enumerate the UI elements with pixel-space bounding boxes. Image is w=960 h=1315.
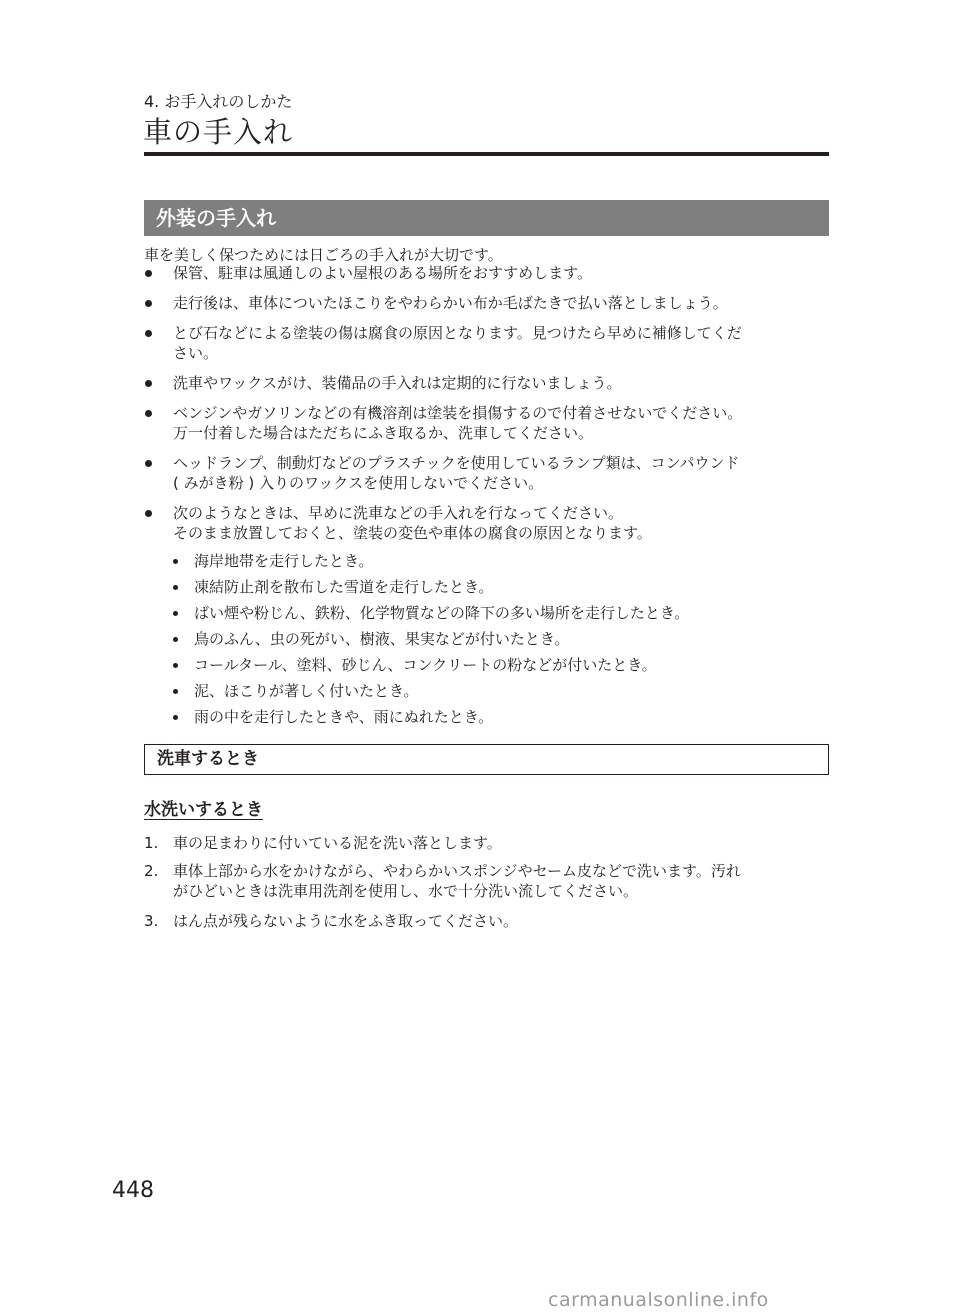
step-text-cont: がひどいときは洗車用洗剤を使用し、水で十分洗い流してください。 [173,882,639,900]
bullet-text-cont: そのまま放置しておくと、塗装の変色や車体の腐食の原因となります。 [173,524,652,542]
bullet-dot [145,510,152,517]
chapter-label: 4. お手入れのしかた [144,92,293,111]
section-header: 外装の手入れ [144,200,829,236]
bullet-dot [145,460,152,467]
sub-bullet-dot [173,715,178,720]
title-rule [144,152,829,156]
bullet-text-cont: さい。 [173,344,219,362]
intro-text: 車を美しく保つためには日ごろの手入れが大切です。 [144,246,503,264]
sub-bullet-text: ばい煙や粉じん、鉄粉、化学物質などの降下の多い場所を走行したとき。 [194,604,690,622]
bullet-text: 保管、駐車は風通しのよい屋根のある場所をおすすめします。 [173,264,592,282]
bullet-text: とび石などによる塗装の傷は腐食の原因となります。見つけたら早めに補修してくだ [173,324,742,342]
sub-bullet-text: 海岸地帯を走行したとき。 [194,552,374,570]
bullet-dot [145,330,152,337]
bullet-text: ヘッドランプ、制動灯などのプラスチックを使用しているランプ類は、コンパウンド [173,454,740,472]
step-text: はん点が残らないように水をふき取ってください。 [173,912,519,930]
bullet-text-cont: ( みがき粉 ) 入りのワックスを使用しないでください。 [173,474,544,492]
bullet-dot [145,410,152,417]
sub-bullet-text: 鳥のふん、虫の死がい、樹液、果実などが付いたとき。 [194,630,570,648]
page-number: 448 [112,1178,154,1203]
bullet-text: 次のようなときは、早めに洗車などの手入れを行なってください。 [173,504,624,522]
bullet-dot [145,270,152,277]
watermark: carmanualsonline.info [548,1289,769,1311]
step-number: 2. [144,862,159,880]
step-number: 3. [144,912,159,930]
sub-bullet-dot [173,663,178,668]
bullet-dot [145,380,152,387]
step-text: 車体上部から水をかけながら、やわらかいスポンジやセーム皮などで洗います。汚れ [173,862,741,880]
bullet-dot [145,300,152,307]
sub-bullet-dot [173,637,178,642]
sub-bullet-text: 泥、ほこりが著しく付いたとき。 [194,682,419,700]
step-number: 1. [144,834,159,852]
subsubsection-title: 水洗いするとき [144,800,263,820]
bullet-text: 洗車やワックスがけ、装備品の手入れは定期的に行ないましょう。 [173,374,622,392]
bullet-text-cont: 万一付着した場合はただちにふき取るか、洗車してください。 [173,424,594,442]
sub-bullet-dot [173,559,178,564]
sub-bullet-dot [173,689,178,694]
sub-bullet-text: 凍結防止剤を散布した雪道を走行したとき。 [194,578,494,596]
sub-bullet-dot [173,585,178,590]
sub-bullet-dot [173,611,178,616]
sub-bullet-text: コールタール、塗料、砂じん、コンクリートの粉などが付いたとき。 [194,656,657,674]
bullet-text: 走行後は、車体についたほこりをやわらかい布か毛ばたきで払い落としましょう。 [173,294,728,312]
step-text: 車の足まわりに付いている泥を洗い落とします。 [173,834,502,852]
sub-bullet-text: 雨の中を走行したときや、雨にぬれたとき。 [194,708,494,726]
bullet-text: ベンジンやガソリンなどの有機溶剤は塗装を損傷するので付着させないでください。 [173,404,743,422]
page-title: 車の手入れ [143,115,294,149]
subsection-header: 洗車するとき [144,744,829,775]
